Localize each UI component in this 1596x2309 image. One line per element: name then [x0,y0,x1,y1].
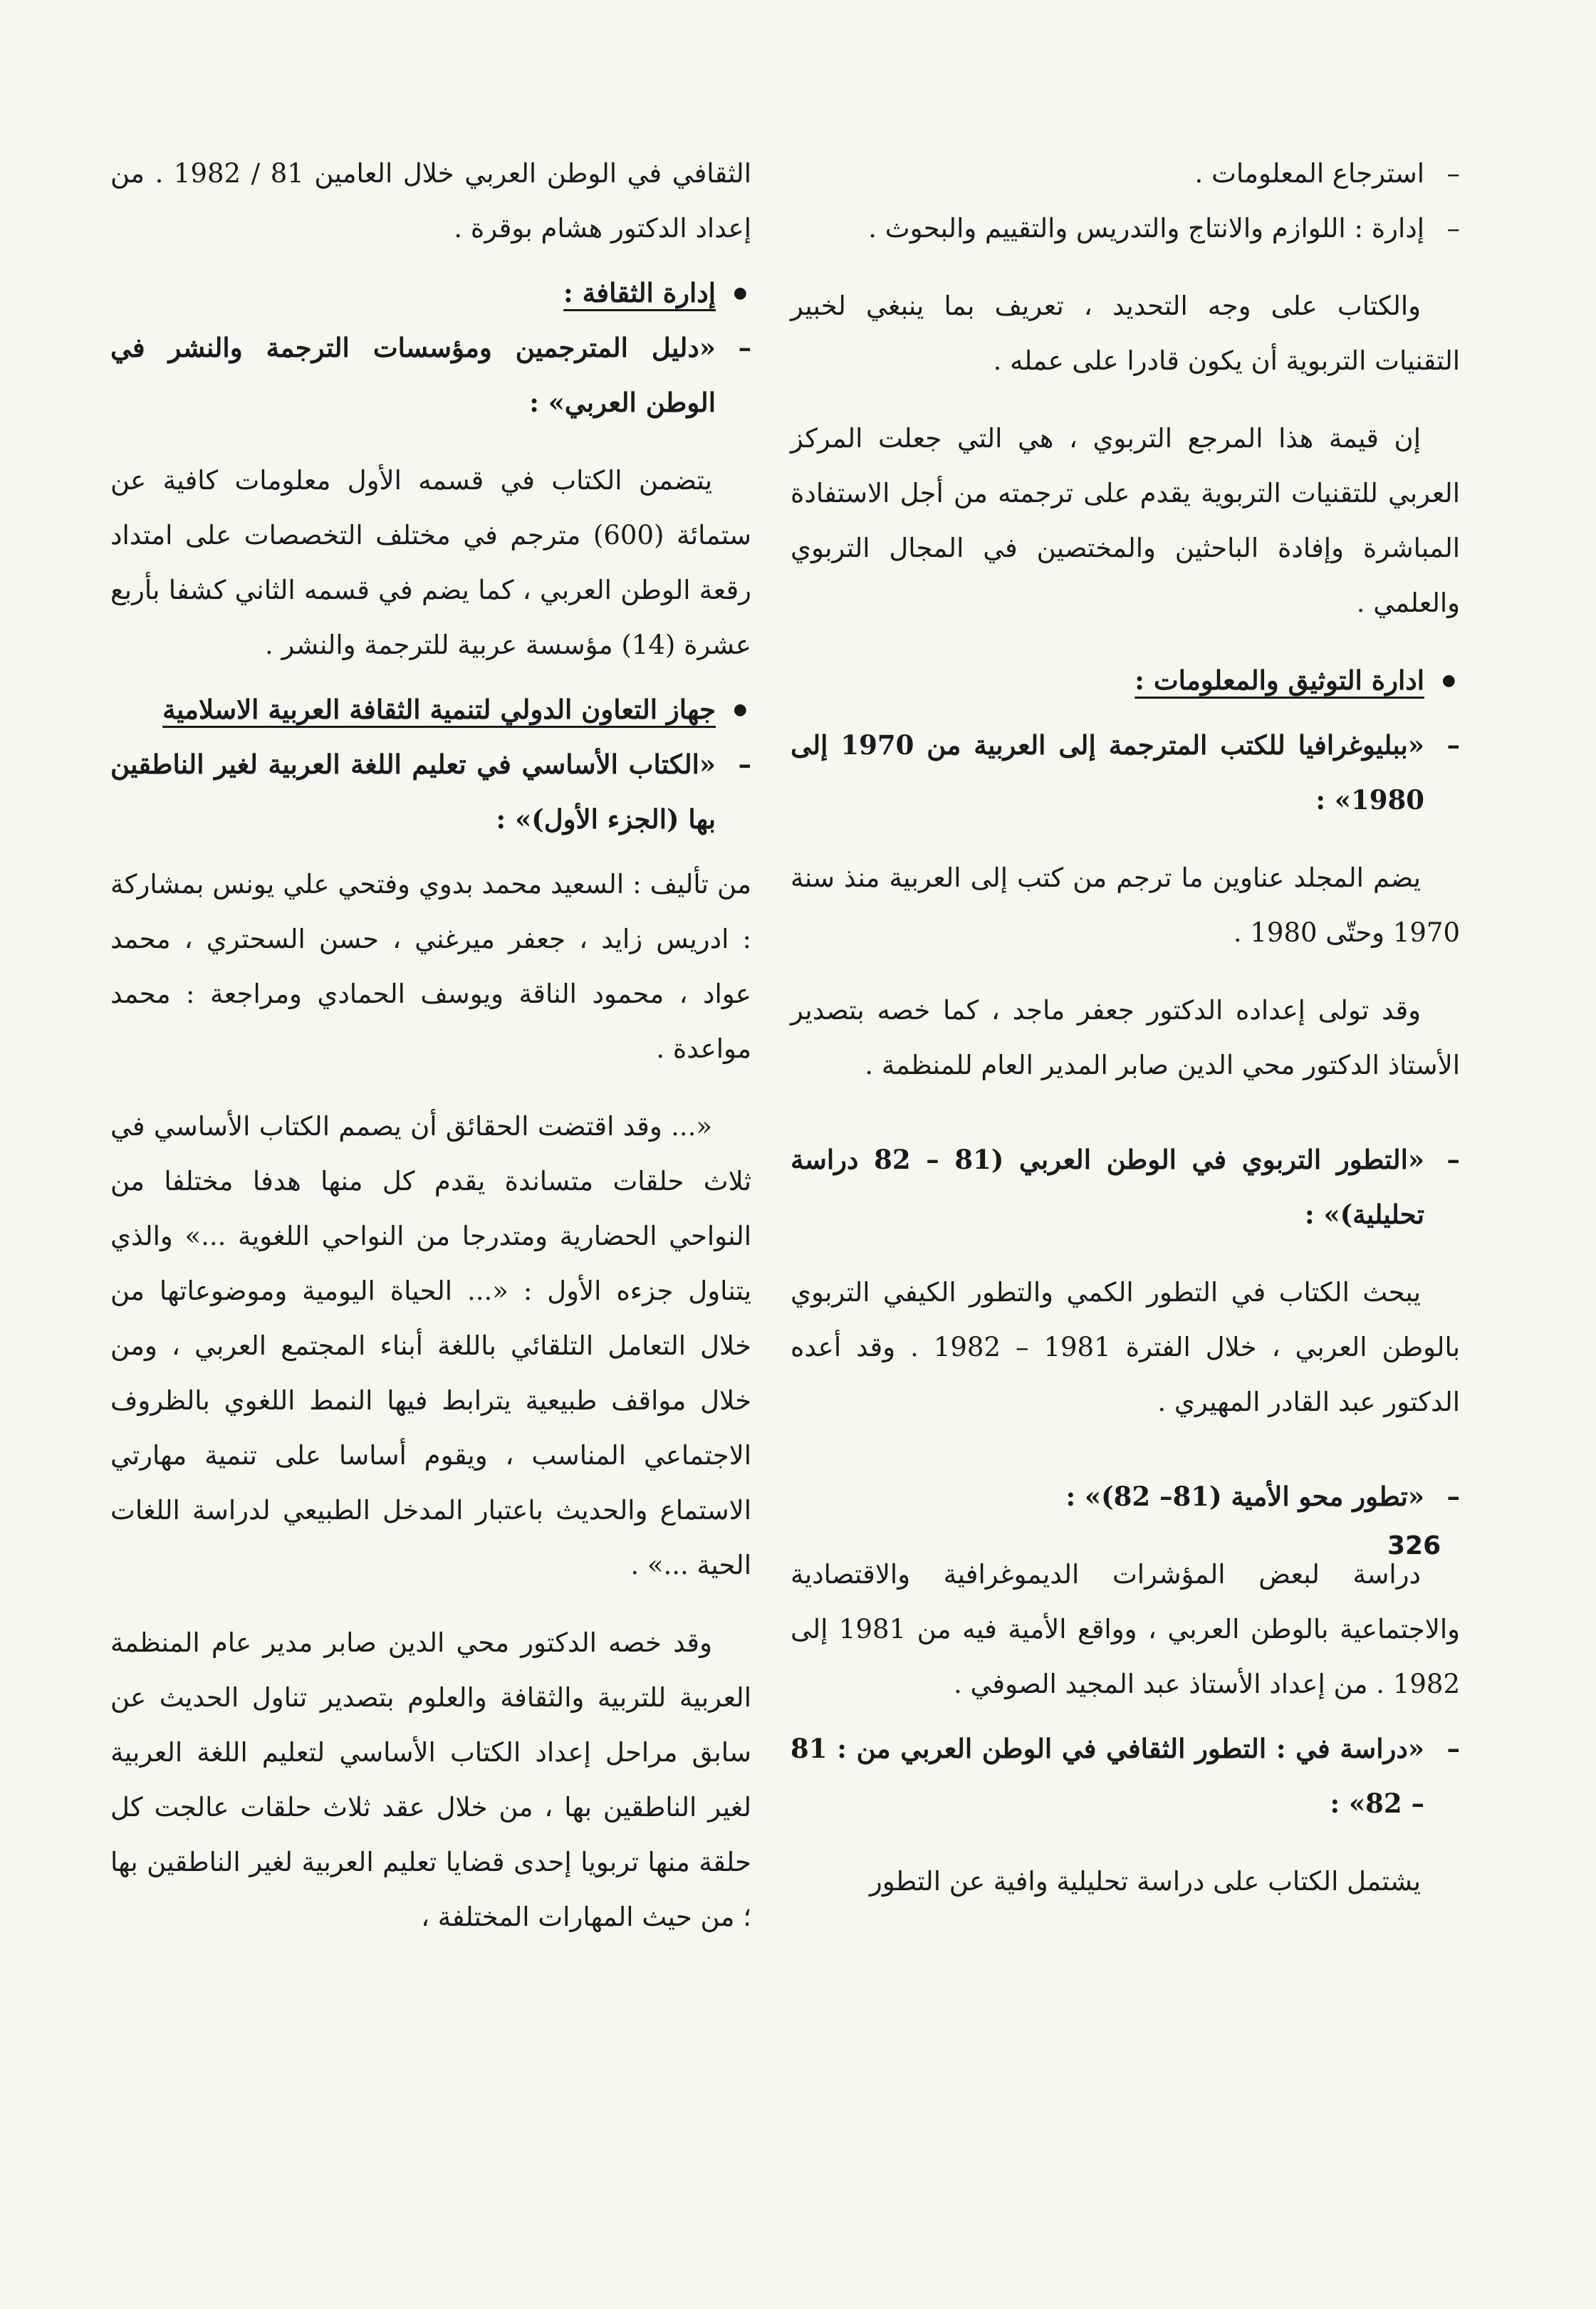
book-title [791,1132,1460,1242]
paragraph: يبحث الكتاب في التطور الكمي والتطور الكيفي التربوي بالوطن العربي ، خلال الفترة 1981 – 1982 . وقد أعده الدكتور عبد القادر المهيري . [791,1277,1461,1417]
dash-marker: – [1446,1481,1460,1512]
paragraph: وقد خصه الدكتور محي الدين صابر مدير عام المنظمة العربية للتربية والثقافة والعلوم بتصدير تناول الحديث عن سابق مراحل إعداد الكتاب الأساسي لتعليم اللغة العربية لغير الناطقين بها ، من خلال عقد ثلاث حلقات عالجت كل حلقة منها تربويا إحدى قضايا تعليم العربية لغير الناطقين بها ؛ من حيث المهارات المختلفة ، [110,1627,751,1932]
item-text: «تطور محو الأمية (81– 82)» : [1065,1481,1424,1512]
right-column [791,146,1460,1909]
paragraph: الثقافي في الوطن العربي خلال العامين 81 / 1982 . من إعداد الدكتور هشام بوقرة . [110,158,751,244]
section-title: إدارة الثقافة : [563,277,716,308]
bullet-icon: ● [733,283,747,302]
section-heading [791,653,1460,708]
paragraph: إن قيمة هذا المرجع التربوي ، هي التي جعلت المركز العربي للتقنيات التربوية يقدم على ترجمته من أجل الاستفادة المباشرة وإفادة الباحثين والمختصين في المجال التربوي والعلمي . [791,423,1460,618]
paragraph: والكتاب على وجه التحديد ، تعريف بما ينبغي لخبير التقنيات التربوية أن يكون قادرا على عمله . [791,291,1460,376]
dash-marker: – [1446,1144,1460,1175]
book-title [791,1469,1460,1524]
book-title [110,320,751,430]
book-title [110,737,751,847]
item-text: «دراسة في : التطور الثقافي في الوطن العربي من : 81 – 82» : [791,1733,1424,1819]
authors-paragraph: من تأليف : السعيد محمد بدوي وفتحي علي يونس بمشاركة : ادريس زايد ، جعفر ميرغني ، حسن السحتري ، محمد عواد ، محمود الناقة ويوسف الحمادي ومراجعة : محمد مواعدة . [110,869,751,1064]
item-text: إدارة : اللوازم والانتاج والتدريس والتقييم والبحوث . [868,213,1424,244]
item-text: استرجاع المعلومات . [1194,158,1424,189]
item-text: «ببليوغرافيا للكتب المترجمة إلى العربية من 1970 إلى 1980» : [791,729,1424,815]
paragraph: يتضمن الكتاب في قسمه الأول معلومات كافية عن ستمائة (600) مترجم في مختلف التخصصات على امتداد رقعة الوطن العربي ، كما يضم في قسمه الثاني كشفا بأربع عشرة (14) مؤسسة عربية للترجمة والنشر . [110,465,752,660]
list-item [791,146,1460,201]
book-title [791,718,1460,828]
dash-marker: – [1446,729,1460,761]
dash-marker: – [738,749,751,780]
dash-marker: – [1446,1733,1460,1764]
bullet-icon: ● [733,700,747,719]
dash-marker: – [1446,213,1460,244]
item-text: «الكتاب الأساسي في تعليم اللغة العربية لغير الناطقين بها (الجزء الأول)» : [110,749,716,835]
section-title: ادارة التوثيق والمعلومات : [1135,664,1424,696]
dash-marker: – [738,332,751,363]
list-item [791,201,1460,256]
quote-paragraph: «... وقد اقتضت الحقائق أن يصمم الكتاب الأساسي في ثلاث حلقات متساندة يقدم كل منها هدفا مختلفا من النواحي الحضارية ومتدرجا من النواحي اللغوية ...» والذي يتناول جزءه الأول : «... الحياة اليومية وموضوعاتها من خلال التعامل التلقائي باللغة أبناء المجتمع العربي ، ومن خلال مواقف طبيعية يترابط فيها النمط اللغوي بالظروف الاجتماعي المناسب ، ويقوم أساسا على تنمية مهارتي الاستماع والحديث باعتبار المدخل الطبيعي لدراسة اللغات الحية ...» . [110,1111,751,1580]
paragraph: يضم المجلد عناوين ما ترجم من كتب إلى العربية منذ سنة 1970 وحتّى 1980 . [791,862,1460,948]
left-column [110,146,751,1944]
paragraph: يشتمل الكتاب على دراسة تحليلية وافية عن التطور [869,1866,1421,1897]
paragraph: وقد تولى إعداده الدكتور جعفر ماجد ، كما خصه بتصدير الأستاذ الدكتور محي الدين صابر المدير العام للمنظمة . [791,995,1460,1080]
page-number: 326 [1387,1531,1441,1560]
dash-marker: – [1446,158,1460,189]
paragraph: دراسة لبعض المؤشرات الديموغرافية والاقتصادية والاجتماعية بالوطن العربي ، وواقع الأمية فيه من 1981 إلى 1982 . من إعداد الأستاذ عبد المجيد الصوفي . [791,1559,1461,1699]
item-text: «التطور التربوي في الوطن العربي (81 – 82 دراسة تحليلية)» : [791,1144,1425,1230]
section-title: جهاز التعاون الدولي لتنمية الثقافة العربية الاسلامية [162,694,716,725]
book-title [791,1721,1460,1831]
section-heading [110,682,751,737]
bullet-icon: ● [1441,671,1456,689]
section-heading [110,266,751,320]
item-text: «دليل المترجمين ومؤسسات الترجمة والنشر في الوطن العربي» : [110,332,716,418]
